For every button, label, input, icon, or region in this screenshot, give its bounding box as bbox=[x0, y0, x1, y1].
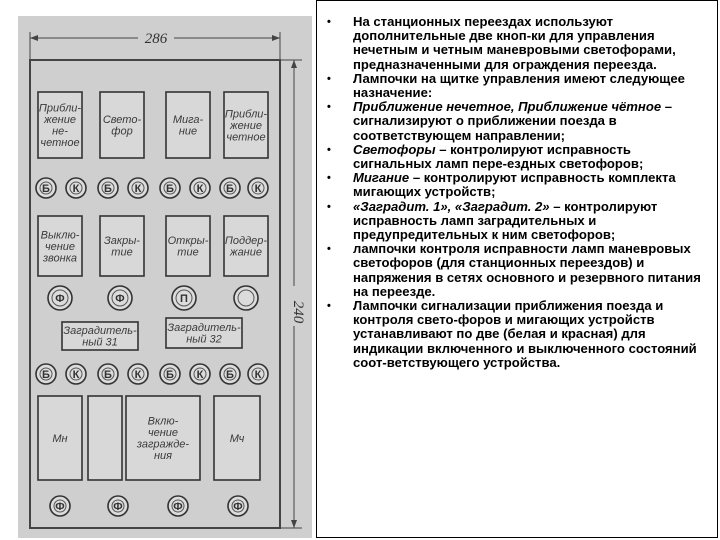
bullet-dot: • bbox=[327, 143, 331, 156]
bullet-dot: • bbox=[327, 300, 331, 313]
bullet-item bbox=[317, 15, 709, 72]
description-panel bbox=[316, 0, 718, 538]
barrier-label: Заградитель-ный 32 bbox=[167, 322, 241, 346]
lamp-label: Б bbox=[226, 183, 234, 195]
bullet-dot: • bbox=[327, 16, 331, 28]
bullet-dot: • bbox=[327, 72, 331, 85]
button-label: Откры-тие bbox=[167, 235, 209, 259]
width-dimension: 286 bbox=[144, 31, 168, 47]
bullet-item bbox=[317, 200, 709, 243]
lamp-label: К bbox=[134, 183, 142, 195]
bullet-item bbox=[317, 242, 709, 299]
lamp-label: К bbox=[254, 183, 262, 195]
lamp-label: Ф bbox=[113, 501, 123, 513]
lamp-label: Б bbox=[166, 369, 174, 381]
lamp-label: Ф bbox=[173, 501, 183, 513]
bullet-dot: • bbox=[327, 172, 331, 185]
bullet-dot: • bbox=[327, 200, 331, 213]
lamp-label: Б bbox=[226, 369, 234, 381]
lamp-label: П bbox=[180, 293, 188, 305]
lamp-label: К bbox=[254, 369, 262, 381]
button-label: Закры-тие bbox=[104, 235, 140, 259]
bullet-item bbox=[317, 143, 709, 171]
bottom-label: Мн bbox=[52, 432, 68, 445]
height-dimension: 240 bbox=[290, 300, 306, 324]
barrier-label: Заградитель-ный 31 bbox=[63, 325, 137, 349]
lamp-label: К bbox=[196, 369, 204, 381]
lamp-label: Б bbox=[42, 183, 50, 195]
lamp-label: Ф bbox=[55, 501, 65, 513]
bullet-text: Лампочки сигнализации приближения поезда и контроля свето-форов и мигающих устройств устанавливают по две (белая и красная) для индикации включенного и выключенного состояний соот-ветствующего устройства. bbox=[353, 298, 697, 370]
bullet-list bbox=[317, 1, 717, 370]
bullet-term: Светофоры bbox=[353, 141, 436, 157]
button-label: Поддер-жание bbox=[224, 235, 268, 259]
bottom-label: Мч bbox=[229, 432, 245, 445]
lamp-label: Ф bbox=[55, 293, 65, 305]
indicator-label: Свето-фор bbox=[102, 114, 142, 138]
bullet-text: – контролируют исправность комплекта мигающих устройств; bbox=[353, 170, 676, 200]
bullet-term: Мигание bbox=[353, 170, 410, 186]
bullet-item bbox=[317, 100, 709, 143]
control-panel-drawing bbox=[18, 16, 312, 538]
lamp-label: К bbox=[196, 183, 204, 195]
bullet-text: – сигнализируют о приближении поезда в соответствующем направлении; bbox=[353, 99, 673, 143]
lamp-label: Ф bbox=[115, 293, 125, 305]
bullet-item bbox=[317, 171, 709, 199]
button-label: Выклю-чение звонка bbox=[40, 229, 80, 265]
lamp-label: Б bbox=[166, 183, 174, 195]
bullet-term: «Заградит. 1», «Заградит. 2» bbox=[353, 198, 550, 214]
bullet-dot: • bbox=[327, 101, 331, 114]
bottom-label: Вклю-чение загражде-ния bbox=[136, 415, 190, 463]
indicator-label: Прибли-жение четное bbox=[224, 108, 268, 144]
lamp-label: К bbox=[72, 369, 80, 381]
lamp-label: Б bbox=[104, 369, 112, 381]
bullet-item bbox=[317, 72, 709, 100]
bottom-box bbox=[88, 396, 122, 480]
bullet-dot: • bbox=[327, 243, 331, 256]
lamp-label: Б bbox=[104, 183, 112, 195]
bullet-text: Лампочки на щитке управления имеют следующее назначение: bbox=[353, 70, 685, 101]
panel-diagram bbox=[18, 16, 312, 538]
lamp-label: Ф bbox=[233, 501, 243, 513]
bullet-item bbox=[317, 299, 709, 370]
bullet-text: На станционных переездах используют дополнительные две кноп-ки для управления нечетным и четным маневровыми светофорами, предназначенными для ограждения переезда. bbox=[353, 14, 676, 72]
indicator-label: Мига-ние bbox=[172, 114, 204, 138]
indicator-label: Прибли-жение не-четное bbox=[38, 102, 82, 150]
bullet-text: – контролируют исправность сигнальных ламп пере-ездных светофоров; bbox=[353, 141, 644, 172]
lamp-label: Б bbox=[42, 369, 50, 381]
bullet-term: Приближение нечетное, Приближение чётное bbox=[353, 99, 662, 115]
lamp-label: К bbox=[72, 183, 80, 195]
bullet-text: – контролируют исправность ламп заградительных и предупредительных к ним светофоров; bbox=[353, 198, 658, 243]
lamp-label: К bbox=[134, 369, 142, 381]
bullet-text: лампочки контроля исправности ламп маневровых светофоров (для станционных переездов) и напряжения в сетях основного и резервного питания на переезде. bbox=[353, 241, 701, 299]
